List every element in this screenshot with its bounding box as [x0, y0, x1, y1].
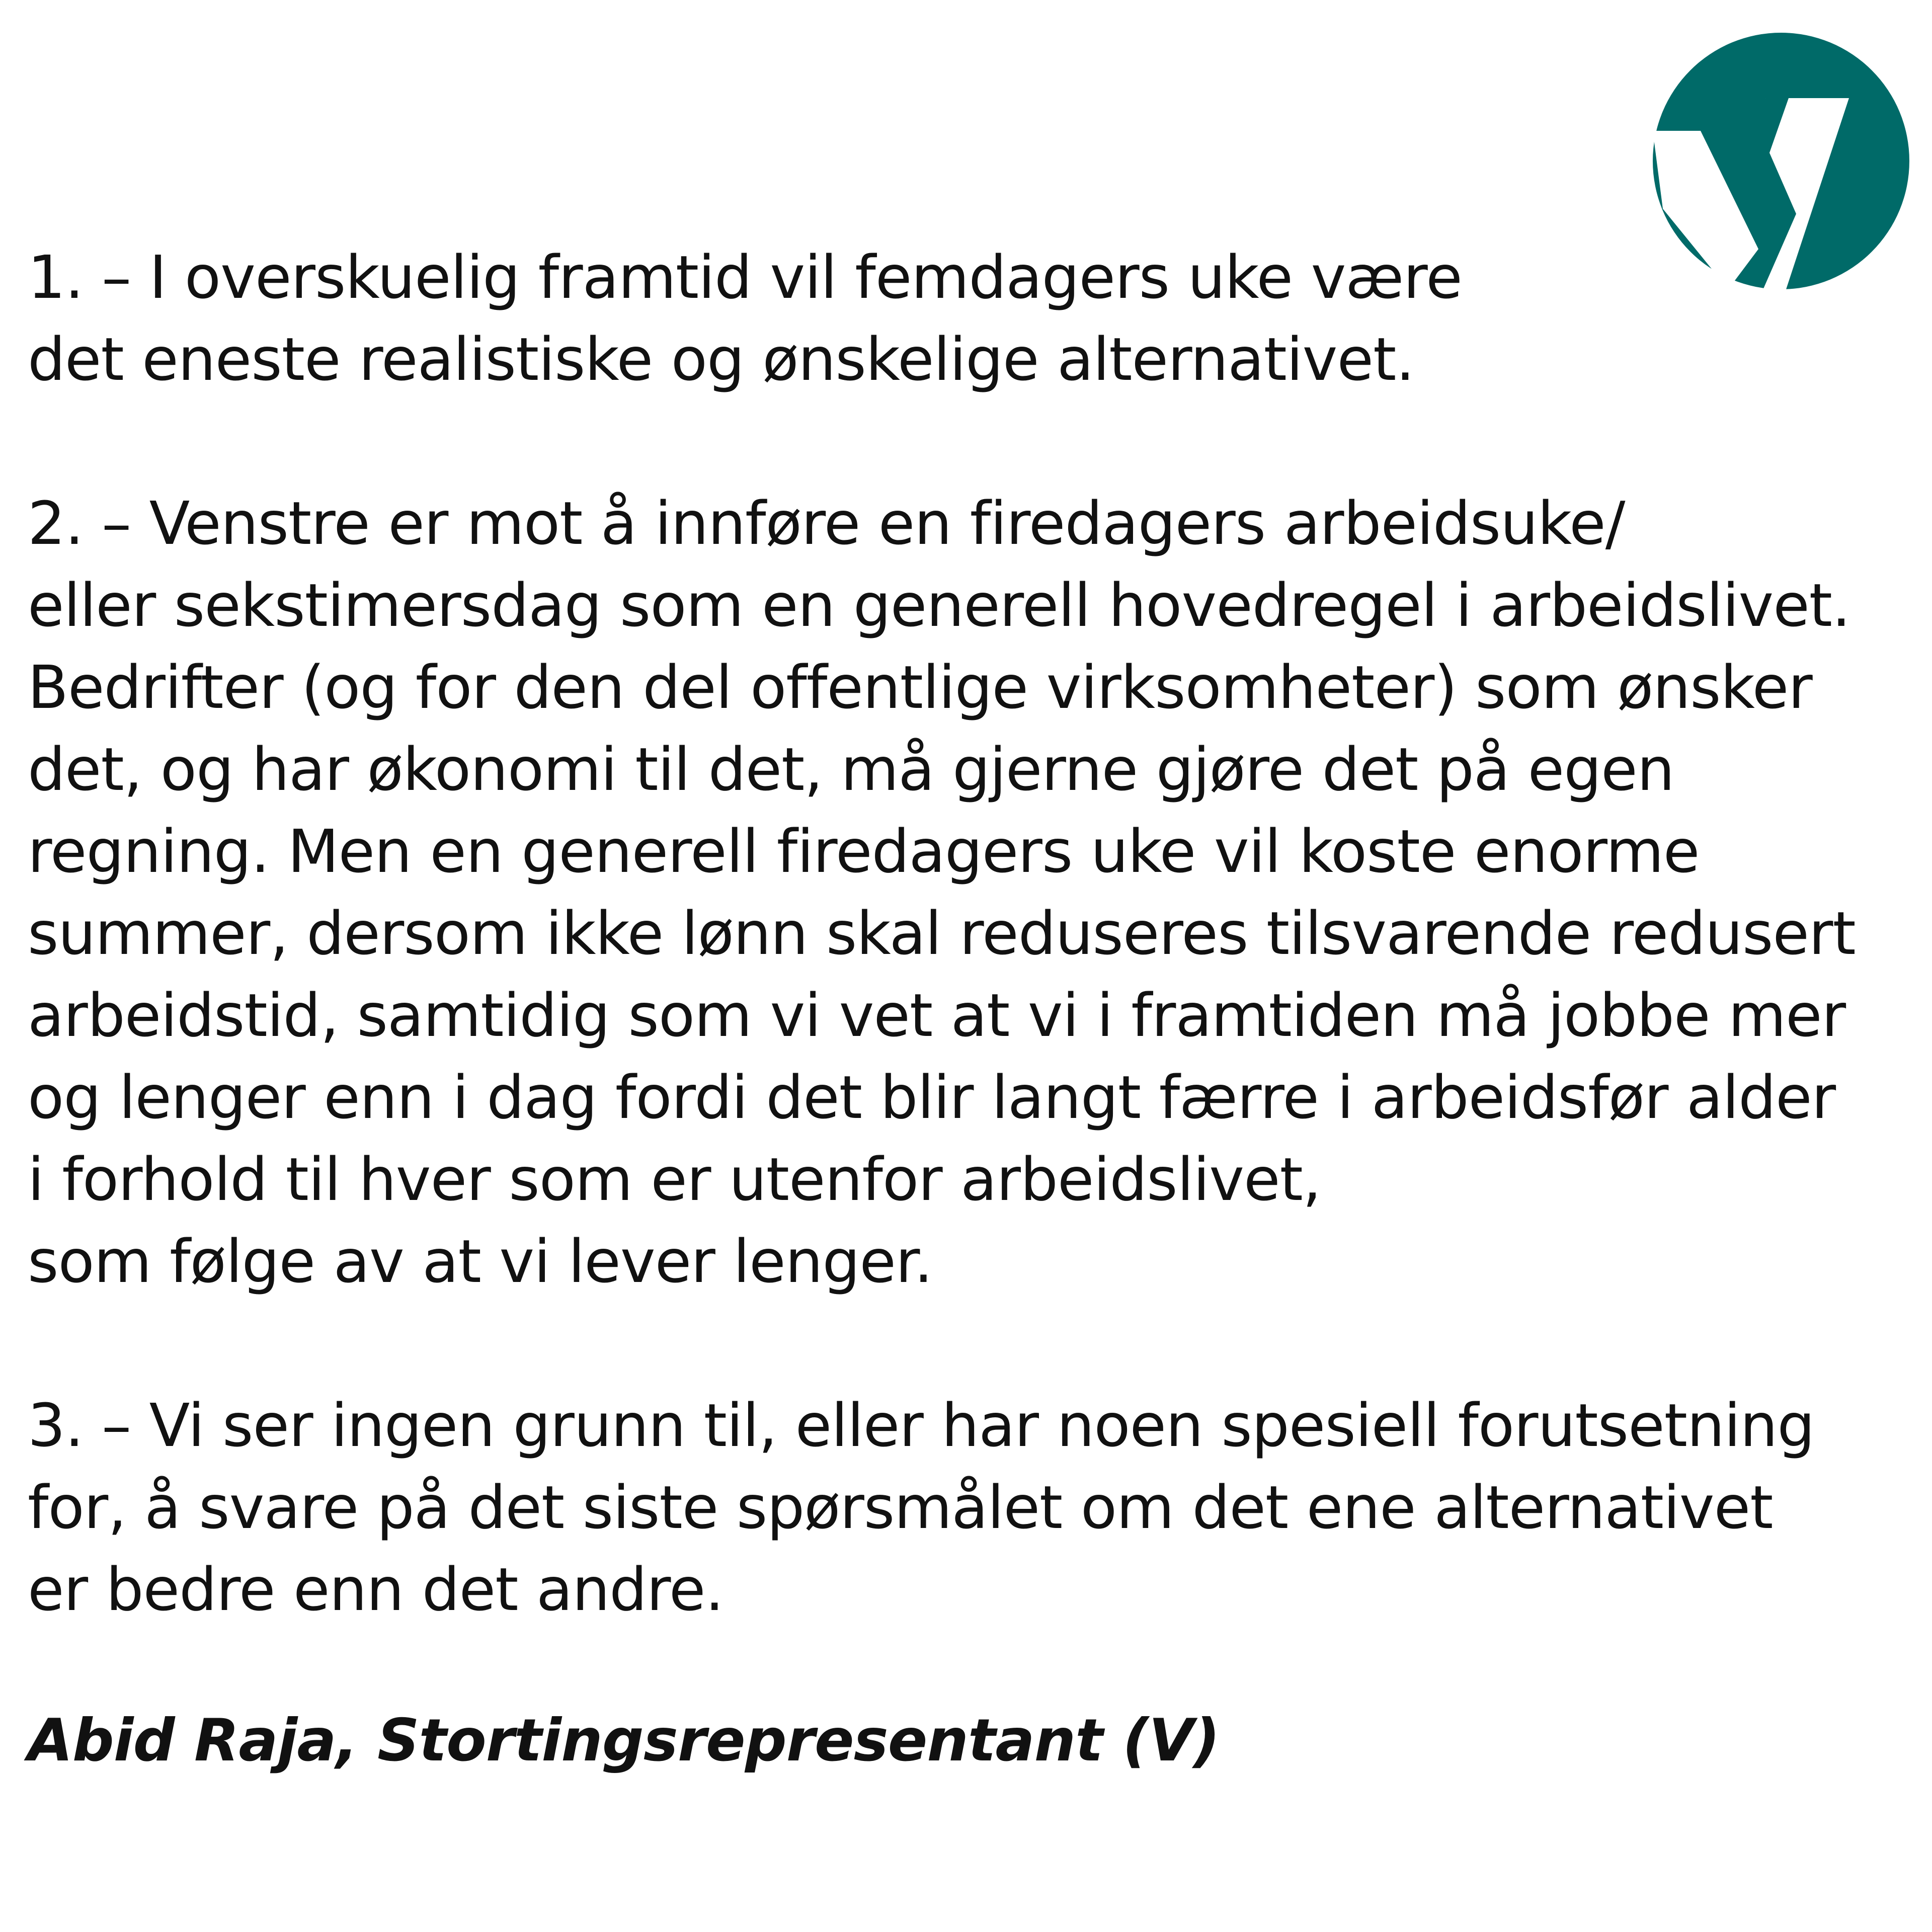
text-line: er bedre enn det andre.	[28, 1555, 724, 1624]
text-line: det, og har økonomi til det, må gjerne gjøre det på egen	[28, 735, 1674, 804]
paragraph-1	[28, 236, 1899, 400]
text-line: eller sekstimersdag som en generell hovedregel i arbeidslivet.	[28, 571, 1850, 640]
text-line: 3. – Vi ser ingen grunn til, eller har noen spesiell forutsetning	[28, 1391, 1815, 1460]
paragraph-gap	[28, 400, 1899, 482]
paragraph-gap	[28, 1303, 1899, 1385]
paragraph-2	[28, 482, 1899, 1303]
signature: Abid Raja, Stortingsrepresentant (V)	[28, 1707, 1220, 1775]
text-line: arbeidstid, samtidig som vi vet at vi i framtiden må jobbe mer	[28, 981, 1846, 1050]
paragraph-3	[28, 1385, 1899, 1631]
text-line: Bedrifter (og for den del offentlige virksomheter) som ønsker	[28, 653, 1812, 722]
statement-text	[28, 236, 1899, 1631]
text-line: regning. Men en generell firedagers uke vil koste enorme	[28, 817, 1700, 886]
text-line: det eneste realistiske og ønskelige alternativet.	[28, 325, 1414, 394]
text-line: og lenger enn i dag fordi det blir langt færre i arbeidsfør alder	[28, 1063, 1836, 1132]
text-line: i forhold til hver som er utenfor arbeidslivet,	[28, 1145, 1321, 1214]
text-line: summer, dersom ikke lønn skal reduseres tilsvarende redusert	[28, 899, 1856, 968]
text-line: som følge av at vi lever lenger.	[28, 1227, 933, 1296]
text-line: 2. – Venstre er mot å innføre en firedagers arbeidsuke/	[28, 489, 1625, 558]
text-line: for, å svare på det siste spørsmålet om det ene alternativet	[28, 1473, 1773, 1542]
text-line: 1. – I overskuelig framtid vil femdagers uke være	[28, 243, 1462, 312]
